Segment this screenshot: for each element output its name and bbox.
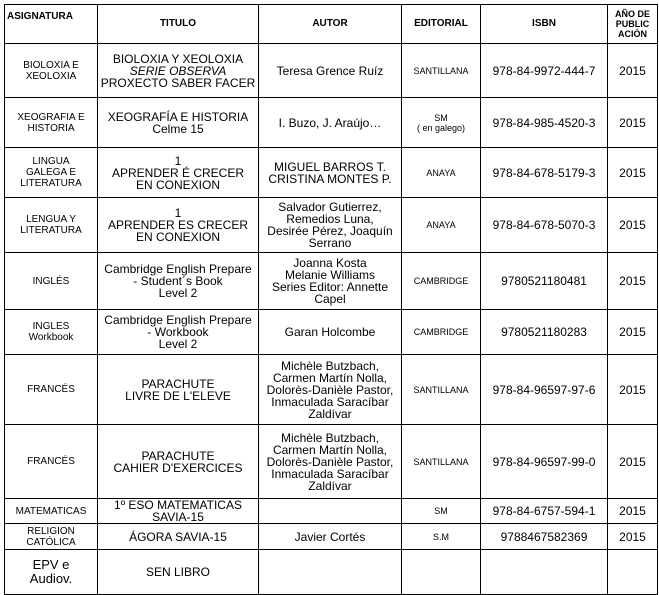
- title-cell-line: PARACHUTE: [141, 448, 215, 463]
- title-cell-line: Celme 15: [152, 121, 204, 136]
- publisher-cell: [402, 310, 481, 355]
- title-cell-line: EN CONEXION: [135, 230, 220, 244]
- year-cell: 2015: [608, 425, 658, 499]
- author-cell: [259, 499, 402, 524]
- subject-cell: [5, 253, 98, 310]
- subject-cell-line: CATÓLICA: [26, 536, 76, 548]
- header-isbn: ISBN: [481, 5, 608, 44]
- publisher-cell-line: S.M: [432, 531, 449, 542]
- author-cell-line: I. Buzo, J. Araújo…: [278, 115, 382, 130]
- header-titulo: TITULO: [98, 5, 259, 44]
- title-cell: [98, 148, 259, 198]
- header-editorial: EDITORIAL: [402, 5, 481, 44]
- table-row: [5, 355, 658, 425]
- year-cell: 2015: [608, 310, 658, 355]
- subject-cell-line: LENGUA Y: [26, 214, 76, 225]
- table-row: [5, 44, 658, 98]
- author-cell: [259, 355, 402, 425]
- title-cell-line: - Workbook: [147, 325, 209, 339]
- title-cell-line: APRENDER É CRECER: [111, 165, 245, 180]
- title-cell-line: CAHIER D'EXERCICES: [113, 460, 243, 475]
- subject-cell: [5, 425, 98, 499]
- year-cell: 2015: [608, 355, 658, 425]
- subject-cell-line: EPV e: [32, 557, 70, 572]
- title-cell-line: EN CONEXION: [135, 177, 220, 192]
- author-cell-line: Michèle Butzbach,: [280, 358, 380, 373]
- year-cell: 2015: [608, 198, 658, 253]
- textbook-table: [4, 4, 658, 595]
- author-cell-line: Salvador Gutierrez,: [278, 200, 382, 214]
- title-cell-line: Cambridge English Prepare: [104, 313, 252, 327]
- publisher-cell: [402, 550, 481, 595]
- year-cell: 2015: [608, 253, 658, 310]
- header-year-line: PUBLIC: [615, 19, 650, 29]
- publisher-cell-line: CAMBRIDGE: [413, 327, 469, 337]
- title-cell: [98, 355, 259, 425]
- header-autor: AUTOR: [259, 5, 402, 44]
- publisher-cell: [402, 524, 481, 550]
- table-row: [5, 198, 658, 253]
- title-cell-line: 1: [174, 206, 182, 220]
- subject-cell-line: XEOGRAFIA E: [17, 111, 85, 123]
- year-cell: 2015: [608, 148, 658, 198]
- title-cell: [98, 499, 259, 524]
- header-year-line: ACIÓN: [618, 29, 647, 39]
- isbn-cell: 978-84-96597-99-0: [481, 425, 608, 499]
- header-year-line: AÑO DE: [614, 9, 650, 19]
- subject-cell-line: FRANCÉS: [27, 456, 75, 467]
- title-cell-line: SAVIA-15: [152, 510, 204, 524]
- author-cell: [259, 44, 402, 98]
- title-cell-line: 1º ESO MATEMATICAS: [114, 498, 242, 512]
- title-cell: [98, 550, 259, 595]
- subject-cell-line: HISTORIA: [27, 122, 75, 134]
- subject-cell: [5, 198, 98, 253]
- header-asignatura: ASIGNATURA: [5, 5, 98, 44]
- year-cell: 2015: [608, 98, 658, 148]
- subject-cell-line: INGLÉS: [32, 275, 70, 287]
- publisher-cell-line: SANTILLANA: [413, 384, 469, 395]
- title-cell-line: APRENDER ES CRECER: [107, 218, 249, 232]
- title-cell: [98, 524, 259, 550]
- publisher-cell: [402, 198, 481, 253]
- author-cell: [259, 148, 402, 198]
- publisher-cell: [402, 253, 481, 310]
- isbn-cell: 9780521180283: [481, 310, 608, 355]
- subject-cell: [5, 550, 98, 595]
- subject-cell-line: BIOLOXIA E: [23, 59, 79, 71]
- publisher-cell-line: SANTILLANA: [413, 456, 469, 467]
- year-cell: 2015: [608, 524, 658, 550]
- subject-cell-line: Workbook: [28, 332, 74, 343]
- table-row: [5, 499, 658, 524]
- isbn-cell: 978-84-678-5179-3: [481, 148, 608, 198]
- table-row: [5, 310, 658, 355]
- header-year: [608, 5, 658, 44]
- title-cell: [98, 98, 259, 148]
- publisher-cell: [402, 148, 481, 198]
- subject-cell: [5, 148, 98, 198]
- isbn-cell: 978-84-96597-97-6: [481, 355, 608, 425]
- subject-cell-line: FRANCÉS: [27, 384, 75, 395]
- author-cell-line: Carmen Martín Nolla,: [272, 442, 388, 457]
- publisher-cell: [402, 425, 481, 499]
- table-row: [5, 524, 658, 550]
- publisher-cell-line: CAMBRIDGE: [413, 276, 469, 286]
- author-cell-line: Serrano: [308, 236, 352, 250]
- title-cell-line: SEN LIBRO: [145, 565, 211, 579]
- year-cell: 2015: [608, 499, 658, 524]
- author-cell-line: MIGUEL BARROS T.: [273, 159, 387, 174]
- author-cell-line: Remedios Luna,: [286, 212, 374, 226]
- author-cell-line: Carmen Martín Nolla,: [272, 370, 388, 385]
- isbn-cell: 978-84-6757-594-1: [481, 499, 608, 524]
- subject-cell: [5, 499, 98, 524]
- title-cell: [98, 198, 259, 253]
- publisher-cell-line: ANAYA: [426, 167, 456, 178]
- publisher-cell-line: SANTILLANA: [413, 65, 469, 76]
- year-cell: [608, 550, 658, 595]
- table-row: [5, 550, 658, 595]
- author-cell-line: Zaldívar: [308, 478, 352, 493]
- isbn-cell: [481, 550, 608, 595]
- subject-cell-line: MATEMATICAS: [15, 505, 87, 517]
- publisher-cell-line: ANAYA: [426, 220, 456, 230]
- subject-cell-line: XEOLOXIA: [25, 70, 77, 82]
- author-cell-line: CRISTINA MONTES P.: [268, 171, 392, 186]
- title-cell-line: Cambridge English Prepare: [104, 262, 252, 276]
- author-cell: [259, 550, 402, 595]
- title-cell-line: 1: [174, 153, 182, 168]
- author-cell-line: Garan Holcombe: [284, 325, 376, 339]
- subject-cell-line: LINGUA: [32, 156, 70, 167]
- author-cell-line: Series Editor: Annette: [271, 280, 389, 294]
- author-cell-line: Melanie Williams: [284, 268, 376, 282]
- author-cell: [259, 98, 402, 148]
- publisher-cell: [402, 499, 481, 524]
- title-cell: [98, 253, 259, 310]
- publisher-cell: [402, 98, 481, 148]
- publisher-cell-line: ( en galego): [416, 122, 466, 133]
- subject-cell-line: INGLES: [32, 321, 70, 332]
- author-cell-line: Inmaculada Saracíbar: [271, 394, 389, 409]
- title-cell: [98, 310, 259, 355]
- title-cell-line: PROXECTO SABER FACER: [100, 75, 256, 90]
- title-cell-line: Level 2: [158, 286, 198, 300]
- author-cell-line: Teresa Grence Ruíz: [276, 63, 384, 78]
- author-cell: [259, 198, 402, 253]
- isbn-cell: 978-84-9972-444-7: [481, 44, 608, 98]
- isbn-cell: 978-84-678-5070-3: [481, 198, 608, 253]
- table-row: [5, 253, 658, 310]
- title-cell-line: Level 2: [158, 337, 198, 351]
- publisher-cell: [402, 44, 481, 98]
- title-cell: [98, 425, 259, 499]
- publisher-cell: [402, 355, 481, 425]
- author-cell: [259, 310, 402, 355]
- isbn-cell: 978-84-985-4520-3: [481, 98, 608, 148]
- subject-cell-line: RELIGION: [27, 525, 75, 537]
- subject-cell-line: LITERATURA: [20, 225, 82, 236]
- title-cell-line: XEOGRAFÍA E HISTORIA: [107, 109, 249, 124]
- subject-cell-line: Audiov.: [29, 571, 73, 586]
- author-cell-line: Capel: [314, 292, 346, 306]
- publisher-cell-line: SM: [434, 112, 448, 123]
- author-cell-line: Michèle Butzbach,: [280, 430, 380, 445]
- title-cell-line: PARACHUTE: [141, 376, 215, 391]
- author-cell: [259, 253, 402, 310]
- table-row: [5, 425, 658, 499]
- subject-cell-line: LITERATURA: [20, 178, 82, 189]
- author-cell-line: Javier Cortés: [294, 529, 366, 544]
- subject-cell: [5, 355, 98, 425]
- header-row: [5, 5, 658, 44]
- author-cell: [259, 524, 402, 550]
- title-cell-line: SERIE OBSERVA: [129, 63, 227, 78]
- table-row: [5, 98, 658, 148]
- subject-cell: [5, 310, 98, 355]
- subject-cell: [5, 44, 98, 98]
- isbn-cell: 9788467582369: [481, 524, 608, 550]
- subject-cell: [5, 98, 98, 148]
- table-row: [5, 148, 658, 198]
- title-cell-line: ÁGORA SAVIA-15: [129, 529, 227, 544]
- author-cell-line: Joanna Kosta: [293, 256, 367, 270]
- author-cell-line: Zaldívar: [308, 406, 352, 421]
- author-cell: [259, 425, 402, 499]
- year-cell: 2015: [608, 44, 658, 98]
- author-cell-line: Desirée Pérez, Joaquín: [267, 224, 393, 238]
- title-cell-line: - Student´s Book: [133, 274, 223, 288]
- author-cell-line: Inmaculada Saracíbar: [271, 466, 389, 481]
- title-cell: [98, 44, 259, 98]
- subject-cell: [5, 524, 98, 550]
- subject-cell-line: GALEGA E: [25, 167, 77, 178]
- isbn-cell: 9780521180481: [481, 253, 608, 310]
- publisher-cell-line: SM: [434, 506, 448, 516]
- author-cell-line: Dolorès-Danièle Pastor,: [266, 382, 394, 397]
- author-cell-line: Dolorès-Danièle Pastor,: [266, 454, 394, 469]
- title-cell-line: BIOLOXIA Y XEOLOXIA: [112, 51, 244, 66]
- title-cell-line: LIVRE DE L'ELEVE: [125, 388, 231, 403]
